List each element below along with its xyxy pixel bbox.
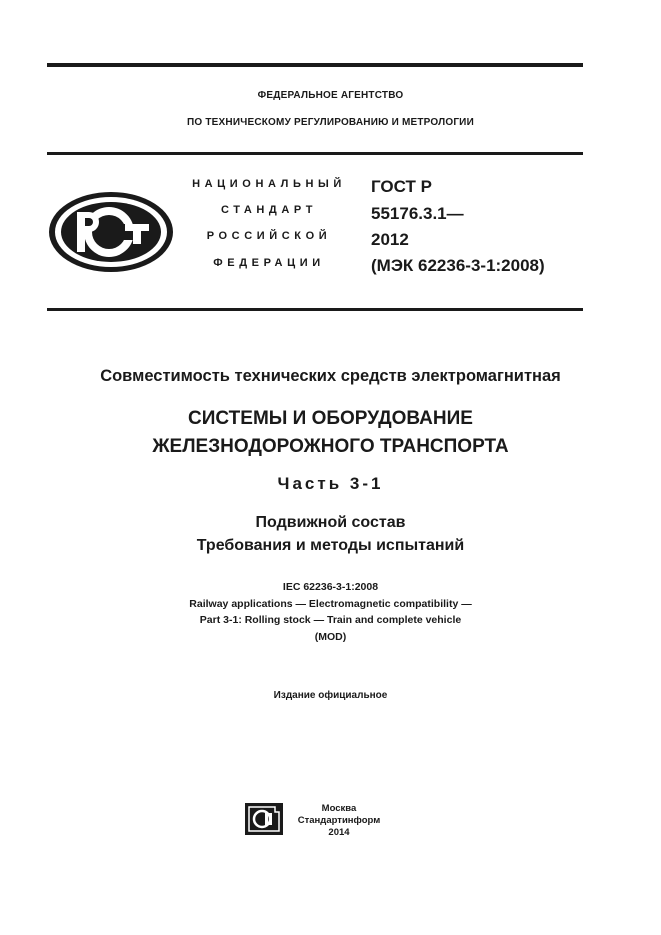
national-label-1: НАЦИОНАЛЬНЫЙ	[192, 178, 346, 190]
standard-line-3: 2012	[371, 230, 409, 249]
document-title-line-2: ЖЕЛЕЗНОДОРОЖНОГО ТРАНСПОРТА	[152, 436, 509, 457]
publisher-name: Стандартинформ	[297, 815, 381, 826]
agency-line-2: ПО ТЕХНИЧЕСКОМУ РЕГУЛИРОВАНИЮ И МЕТРОЛОГИИ	[187, 117, 474, 128]
iec-line-1: IEC 62236-3-1:2008	[282, 581, 379, 593]
iec-line-3: Part 3-1: Rolling stock — Train and complete vehicle	[199, 614, 462, 626]
iec-line-4: (MOD)	[314, 631, 347, 643]
agency-rule	[47, 152, 583, 155]
national-label-4: ФЕДЕРАЦИИ	[213, 257, 325, 269]
national-label-3: РОССИЙСКОЙ	[206, 230, 332, 242]
publisher-city: Москва	[321, 803, 357, 814]
iec-line-2: Railway applications — Electromagnetic compatibility —	[189, 598, 472, 610]
header-bottom-rule	[47, 308, 583, 311]
publisher-year: 2014	[328, 827, 350, 838]
document-title-line-1: СИСТЕМЫ И ОБОРУДОВАНИЕ	[188, 408, 473, 429]
rst-conformity-mark-icon	[47, 190, 175, 274]
top-rule	[47, 63, 583, 67]
document-supertitle: Совместимость технических средств электромагнитная	[100, 367, 561, 385]
document-subtitle-line-1: Подвижной состав	[255, 514, 406, 531]
standard-line-4: (МЭК 62236-3-1:2008)	[371, 256, 545, 275]
national-label-2: СТАНДАРТ	[220, 204, 318, 216]
standard-line-2: 55176.3.1—	[371, 204, 464, 223]
edition-label: Издание официальное	[273, 690, 388, 701]
document-part: Часть 3-1	[277, 474, 384, 493]
standard-line-1: ГОСТ Р	[371, 177, 432, 196]
agency-line-1: ФЕДЕРАЛЬНОЕ АГЕНТСТВО	[257, 90, 404, 101]
standartinform-logo-icon	[245, 803, 283, 835]
document-subtitle-line-2: Требования и методы испытаний	[196, 537, 465, 554]
